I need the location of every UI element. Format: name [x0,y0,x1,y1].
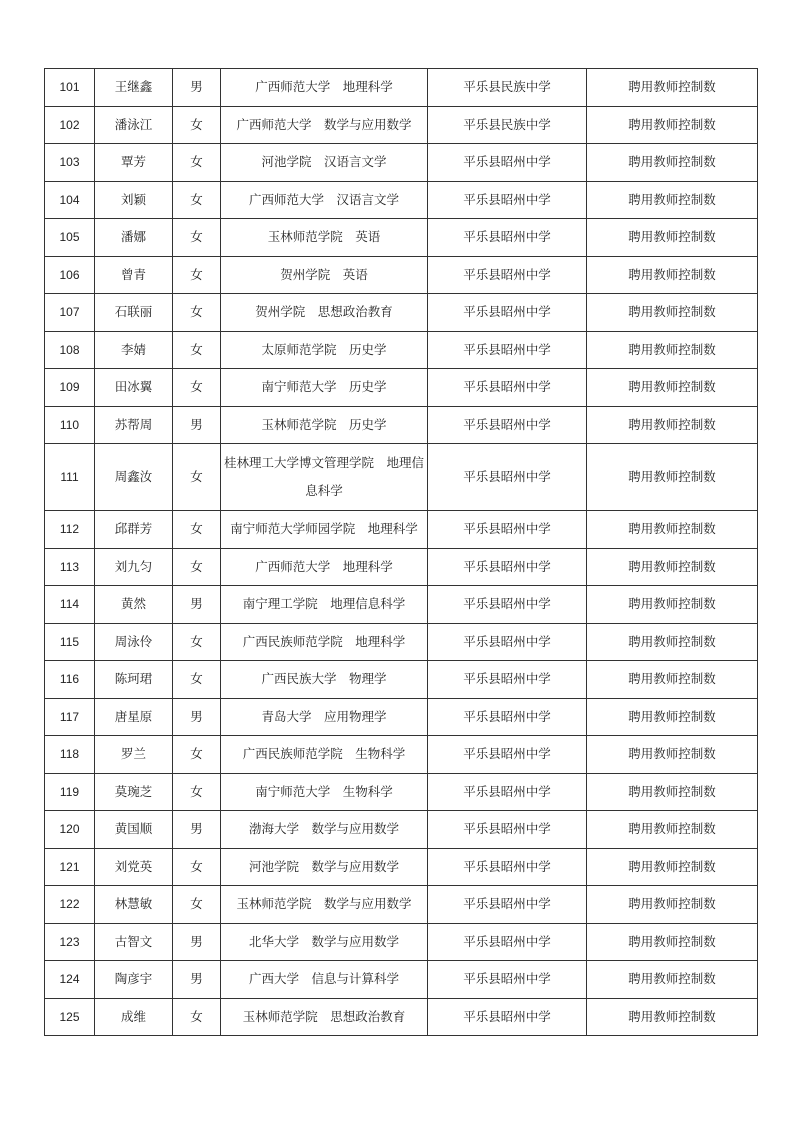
cell-number: 108 [45,331,95,369]
cell-gender: 女 [173,886,221,924]
table-row [45,998,758,1036]
cell-graduate-school-major: 广西民族师范学院 地理科学 [221,623,428,661]
cell-name: 王继鑫 [95,69,173,107]
cell-employing-unit: 平乐县昭州中学 [428,144,587,182]
cell-number: 125 [45,998,95,1036]
cell-gender: 女 [173,219,221,257]
cell-gender: 男 [173,698,221,736]
cell-number: 109 [45,369,95,407]
cell-number: 110 [45,406,95,444]
cell-graduate-school-major: 广西师范大学 地理科学 [221,548,428,586]
cell-staffing-type: 聘用教师控制数 [587,848,758,886]
cell-staffing-type: 聘用教师控制数 [587,219,758,257]
cell-employing-unit: 平乐县昭州中学 [428,294,587,332]
cell-staffing-type: 聘用教师控制数 [587,623,758,661]
cell-gender: 女 [173,256,221,294]
table-row [45,923,758,961]
cell-name: 李婧 [95,331,173,369]
cell-employing-unit: 平乐县昭州中学 [428,811,587,849]
cell-name: 古智文 [95,923,173,961]
cell-gender: 男 [173,811,221,849]
cell-staffing-type: 聘用教师控制数 [587,511,758,549]
table-row [45,511,758,549]
cell-gender: 女 [173,623,221,661]
table-row [45,548,758,586]
table-row [45,886,758,924]
cell-name: 潘泳江 [95,106,173,144]
cell-staffing-type: 聘用教师控制数 [587,294,758,332]
table-row [45,369,758,407]
table-row [45,144,758,182]
cell-employing-unit: 平乐县昭州中学 [428,923,587,961]
table-row [45,811,758,849]
cell-name: 陶彦宇 [95,961,173,999]
cell-employing-unit: 平乐县昭州中学 [428,181,587,219]
cell-employing-unit: 平乐县昭州中学 [428,219,587,257]
cell-name: 邱群芳 [95,511,173,549]
cell-number: 111 [45,444,95,511]
cell-employing-unit: 平乐县民族中学 [428,69,587,107]
cell-number: 112 [45,511,95,549]
cell-staffing-type: 聘用教师控制数 [587,886,758,924]
cell-gender: 女 [173,369,221,407]
cell-gender: 男 [173,961,221,999]
cell-gender: 女 [173,144,221,182]
cell-number: 102 [45,106,95,144]
cell-number: 106 [45,256,95,294]
roster-body [45,69,758,1036]
cell-gender: 女 [173,181,221,219]
cell-name: 莫琬芝 [95,773,173,811]
table-row [45,848,758,886]
cell-graduate-school-major: 南宁师范大学师园学院 地理科学 [221,511,428,549]
cell-employing-unit: 平乐县民族中学 [428,106,587,144]
cell-gender: 女 [173,331,221,369]
cell-employing-unit: 平乐县昭州中学 [428,698,587,736]
cell-staffing-type: 聘用教师控制数 [587,69,758,107]
table-row [45,661,758,699]
cell-graduate-school-major: 南宁理工学院 地理信息科学 [221,586,428,624]
cell-employing-unit: 平乐县昭州中学 [428,586,587,624]
cell-gender: 女 [173,294,221,332]
cell-name: 覃芳 [95,144,173,182]
cell-name: 刘九匀 [95,548,173,586]
cell-gender: 女 [173,106,221,144]
cell-graduate-school-major: 广西大学 信息与计算科学 [221,961,428,999]
cell-graduate-school-major: 太原师范学院 历史学 [221,331,428,369]
cell-staffing-type: 聘用教师控制数 [587,256,758,294]
cell-name: 潘娜 [95,219,173,257]
cell-name: 曾青 [95,256,173,294]
cell-employing-unit: 平乐县昭州中学 [428,548,587,586]
cell-graduate-school-major: 贺州学院 思想政治教育 [221,294,428,332]
table-row [45,961,758,999]
cell-name: 罗兰 [95,736,173,774]
cell-graduate-school-major: 河池学院 汉语言文学 [221,144,428,182]
table-row [45,181,758,219]
cell-staffing-type: 聘用教师控制数 [587,586,758,624]
cell-staffing-type: 聘用教师控制数 [587,998,758,1036]
cell-gender: 女 [173,661,221,699]
cell-number: 123 [45,923,95,961]
cell-number: 116 [45,661,95,699]
cell-graduate-school-major: 广西师范大学 汉语言文学 [221,181,428,219]
cell-graduate-school-major: 玉林师范学院 历史学 [221,406,428,444]
table-row [45,586,758,624]
cell-name: 刘党英 [95,848,173,886]
cell-staffing-type: 聘用教师控制数 [587,773,758,811]
table-row [45,406,758,444]
cell-staffing-type: 聘用教师控制数 [587,106,758,144]
cell-staffing-type: 聘用教师控制数 [587,923,758,961]
cell-name: 唐星原 [95,698,173,736]
cell-name: 刘颖 [95,181,173,219]
cell-staffing-type: 聘用教师控制数 [587,736,758,774]
cell-employing-unit: 平乐县昭州中学 [428,886,587,924]
cell-gender: 女 [173,998,221,1036]
cell-gender: 男 [173,69,221,107]
cell-graduate-school-major: 青岛大学 应用物理学 [221,698,428,736]
cell-gender: 男 [173,406,221,444]
cell-graduate-school-major: 贺州学院 英语 [221,256,428,294]
cell-gender: 女 [173,848,221,886]
cell-staffing-type: 聘用教师控制数 [587,811,758,849]
cell-staffing-type: 聘用教师控制数 [587,406,758,444]
cell-gender: 女 [173,548,221,586]
cell-name: 石联丽 [95,294,173,332]
cell-employing-unit: 平乐县昭州中学 [428,661,587,699]
cell-staffing-type: 聘用教师控制数 [587,444,758,511]
cell-name: 周泳伶 [95,623,173,661]
cell-gender: 女 [173,773,221,811]
cell-number: 107 [45,294,95,332]
cell-number: 105 [45,219,95,257]
table-row [45,773,758,811]
cell-name: 陈珂珺 [95,661,173,699]
cell-graduate-school-major: 河池学院 数学与应用数学 [221,848,428,886]
cell-number: 115 [45,623,95,661]
cell-gender: 男 [173,586,221,624]
table-row [45,736,758,774]
table-row [45,106,758,144]
cell-name: 成维 [95,998,173,1036]
cell-employing-unit: 平乐县昭州中学 [428,961,587,999]
cell-number: 124 [45,961,95,999]
cell-name: 周鑫汝 [95,444,173,511]
cell-employing-unit: 平乐县昭州中学 [428,511,587,549]
cell-employing-unit: 平乐县昭州中学 [428,848,587,886]
cell-staffing-type: 聘用教师控制数 [587,698,758,736]
cell-staffing-type: 聘用教师控制数 [587,661,758,699]
cell-name: 苏帮周 [95,406,173,444]
cell-graduate-school-major: 桂林理工大学博文管理学院 地理信息科学 [221,444,428,511]
cell-employing-unit: 平乐县昭州中学 [428,736,587,774]
cell-graduate-school-major: 广西师范大学 数学与应用数学 [221,106,428,144]
cell-number: 103 [45,144,95,182]
cell-graduate-school-major: 广西师范大学 地理科学 [221,69,428,107]
cell-graduate-school-major: 北华大学 数学与应用数学 [221,923,428,961]
cell-staffing-type: 聘用教师控制数 [587,961,758,999]
cell-number: 119 [45,773,95,811]
cell-number: 122 [45,886,95,924]
cell-gender: 女 [173,444,221,511]
cell-name: 田冰翼 [95,369,173,407]
cell-number: 104 [45,181,95,219]
cell-name: 黄国顺 [95,811,173,849]
table-row [45,698,758,736]
cell-graduate-school-major: 南宁师范大学 生物科学 [221,773,428,811]
cell-graduate-school-major: 广西民族师范学院 生物科学 [221,736,428,774]
table-row [45,69,758,107]
cell-number: 101 [45,69,95,107]
cell-employing-unit: 平乐县昭州中学 [428,773,587,811]
cell-number: 120 [45,811,95,849]
cell-number: 121 [45,848,95,886]
table-row [45,444,758,511]
cell-staffing-type: 聘用教师控制数 [587,331,758,369]
cell-number: 117 [45,698,95,736]
roster-table [44,68,758,1036]
cell-employing-unit: 平乐县昭州中学 [428,406,587,444]
cell-number: 118 [45,736,95,774]
cell-employing-unit: 平乐县昭州中学 [428,256,587,294]
cell-staffing-type: 聘用教师控制数 [587,369,758,407]
cell-graduate-school-major: 南宁师范大学 历史学 [221,369,428,407]
table-row [45,256,758,294]
cell-gender: 女 [173,736,221,774]
cell-employing-unit: 平乐县昭州中学 [428,998,587,1036]
table-row [45,219,758,257]
cell-number: 113 [45,548,95,586]
cell-graduate-school-major: 渤海大学 数学与应用数学 [221,811,428,849]
cell-gender: 女 [173,511,221,549]
table-row [45,331,758,369]
cell-graduate-school-major: 玉林师范学院 思想政治教育 [221,998,428,1036]
cell-employing-unit: 平乐县昭州中学 [428,331,587,369]
cell-graduate-school-major: 玉林师范学院 英语 [221,219,428,257]
cell-name: 林慧敏 [95,886,173,924]
cell-graduate-school-major: 玉林师范学院 数学与应用数学 [221,886,428,924]
table-row [45,294,758,332]
cell-gender: 男 [173,923,221,961]
cell-staffing-type: 聘用教师控制数 [587,144,758,182]
cell-employing-unit: 平乐县昭州中学 [428,444,587,511]
cell-employing-unit: 平乐县昭州中学 [428,369,587,407]
cell-name: 黄然 [95,586,173,624]
cell-number: 114 [45,586,95,624]
table-row [45,623,758,661]
cell-employing-unit: 平乐县昭州中学 [428,623,587,661]
cell-graduate-school-major: 广西民族大学 物理学 [221,661,428,699]
cell-staffing-type: 聘用教师控制数 [587,548,758,586]
cell-staffing-type: 聘用教师控制数 [587,181,758,219]
